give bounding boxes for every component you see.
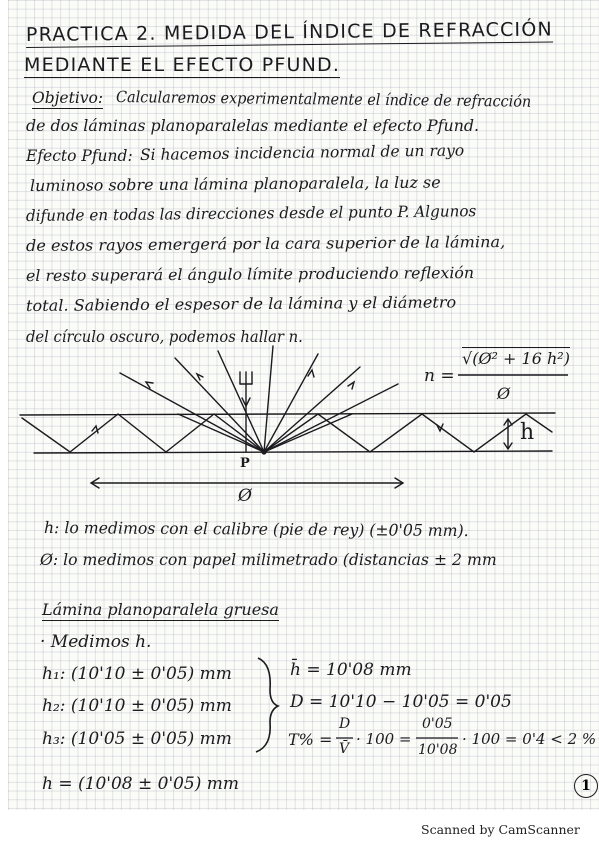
effect-line-4: de estos rayos emergerá por la cara superior de la lámina, bbox=[25, 232, 506, 255]
measurement-h3: h₃: (10'05 ± 0'05) mm bbox=[42, 729, 232, 749]
effect-line-6: total. Sabiendo el espesor de la lámina y el diámetro bbox=[25, 293, 457, 315]
effect-line-5: el resto superará el ángulo límite produciendo reflexión bbox=[25, 263, 475, 285]
percent-frac2-den: 10'08 bbox=[418, 742, 458, 758]
diameter-label: Ø bbox=[238, 486, 252, 506]
formula-lhs: n = bbox=[424, 366, 455, 386]
measurement-h1: h₁: (10'10 ± 0'05) mm bbox=[42, 664, 232, 684]
percent-frac1-den: V̄ bbox=[339, 741, 350, 757]
effect-line-7: del círculo oscuro, podemos hallar n. bbox=[26, 328, 303, 346]
formula-denominator: Ø bbox=[497, 384, 511, 403]
percent-rhs: · 100 = 0'4 < 2 % bbox=[462, 730, 597, 748]
measurement-h2: h₂: (10'10 ± 0'05) mm bbox=[42, 696, 232, 716]
objective-line-2: de dos láminas planoparalelas mediante el efecto Pfund. bbox=[26, 117, 480, 135]
dispersion: D = 10'10 − 10'05 = 0'05 bbox=[290, 692, 512, 712]
page-title-line2: MEDIANTE EL EFECTO PFUND. bbox=[24, 54, 341, 76]
page-title: PRACTICA 2. MEDIDA DEL ÍNDICE DE REFRACCIÓN bbox=[25, 18, 553, 46]
result-h: h = (10'08 ± 0'05) mm bbox=[42, 774, 240, 794]
percent-frac2-num: 0'05 bbox=[422, 716, 453, 732]
scanner-footer: Scanned by CamScanner bbox=[421, 822, 580, 837]
point-p-label: P bbox=[240, 456, 250, 471]
section-heading: Lámina planoparalela gruesa bbox=[42, 600, 279, 619]
note-h: h: lo medimos con el calibre (pie de rey) (±0'05 mm). bbox=[43, 518, 469, 541]
effect-label: Efecto Pfund: bbox=[26, 147, 133, 165]
note-diameter: Ø: lo medimos con papel milimetrado (distancias ± 2 mm bbox=[40, 550, 497, 569]
objective-label: Objetivo: bbox=[32, 89, 104, 107]
percent-frac1-num: D bbox=[339, 716, 351, 732]
formula-numerator: √(Ø² + 16 h²) bbox=[462, 349, 570, 368]
mean-value: h̄ = 10'08 mm bbox=[290, 660, 412, 680]
objective-line-1: Calcularemos experimentalmente el índice de refracción bbox=[115, 88, 532, 111]
section-bullet: · Medimos h. bbox=[40, 632, 152, 652]
effect-line-1: Si hacemos incidencia normal de un rayo bbox=[139, 141, 465, 164]
percent-mid: · 100 = bbox=[356, 730, 412, 748]
effect-line-3: difunde en todas las direcciones desde el punto P. Algunos bbox=[25, 202, 477, 225]
page-number: 1 bbox=[574, 774, 598, 798]
percent-lhs: T% = bbox=[288, 730, 333, 749]
thickness-label: h bbox=[520, 420, 535, 445]
effect-line-2: luminoso sobre una lámina planoparalela, la luz se bbox=[29, 173, 441, 195]
